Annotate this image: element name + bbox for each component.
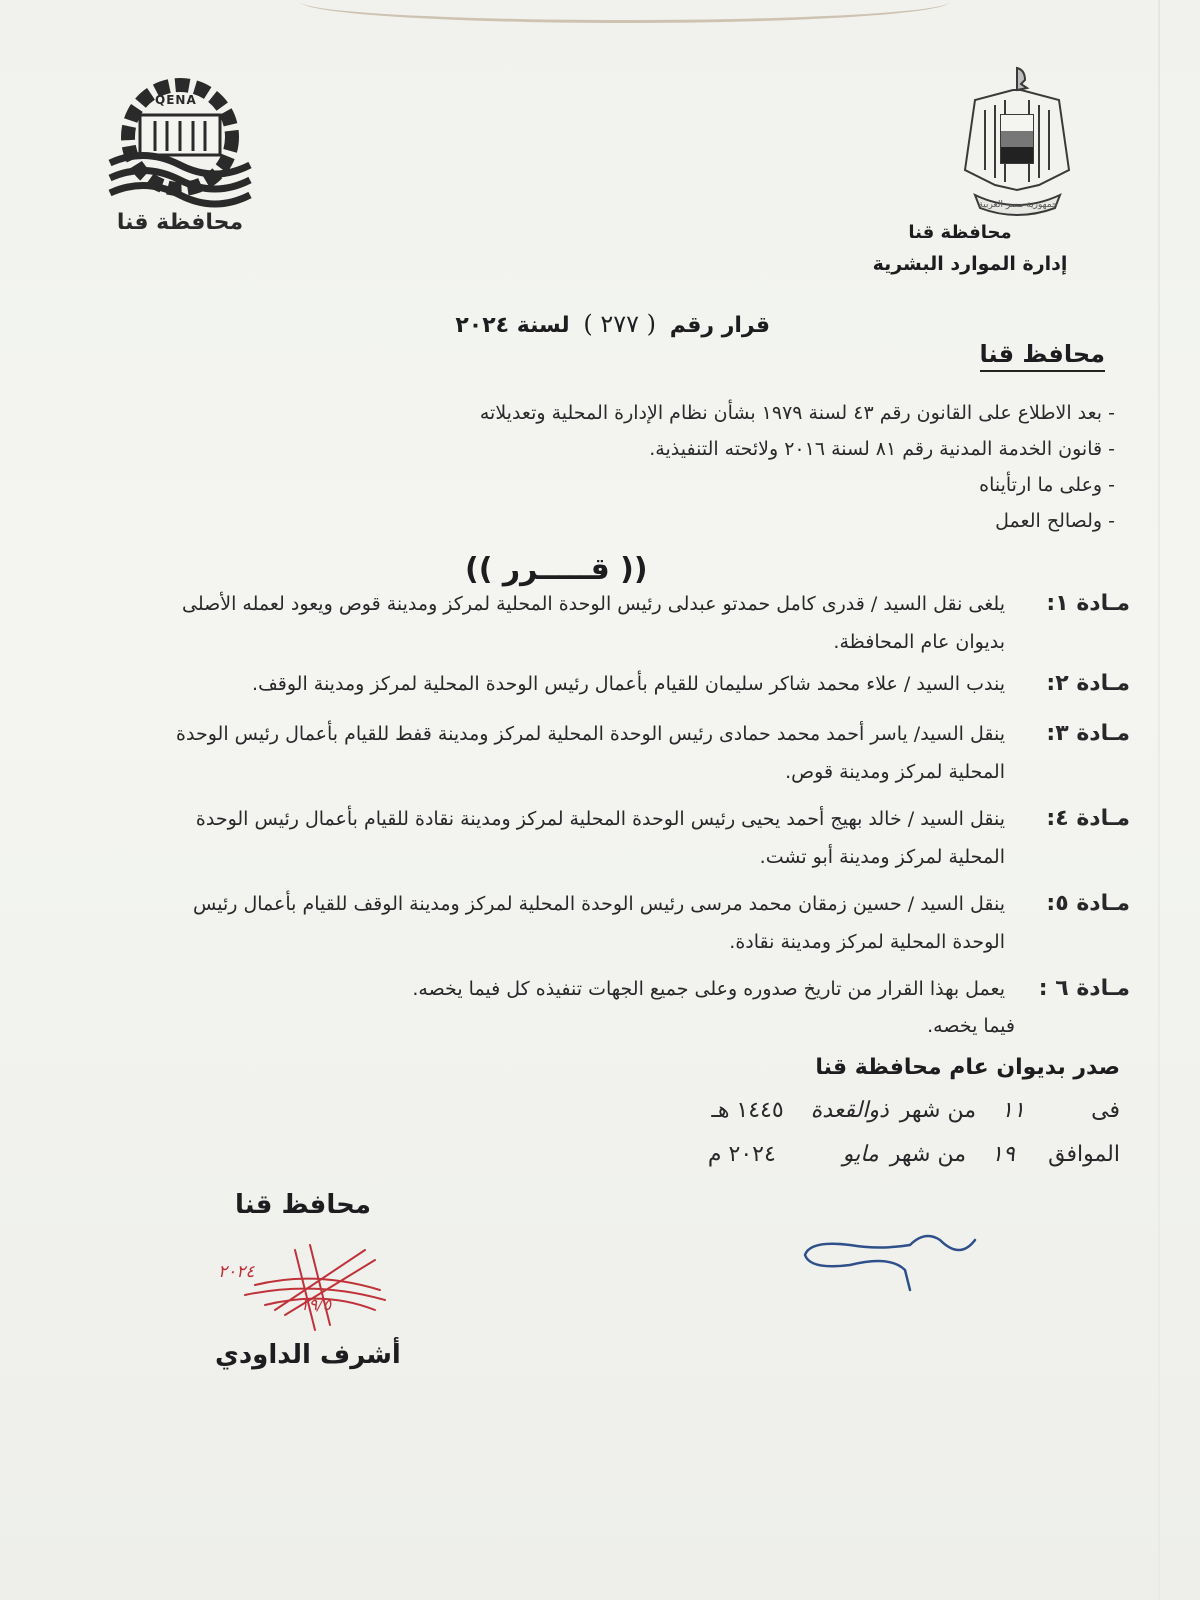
- article-label: مـادة ٦ :: [1038, 976, 1130, 1001]
- preamble-list: [355, 395, 1115, 539]
- article-6: [70, 970, 1130, 1008]
- decision-title: [455, 310, 770, 338]
- signature-title: محافظ قنا: [235, 1190, 371, 1220]
- signature-hand-date: ٢٠٢٤: [218, 1262, 255, 1282]
- gregorian-day: ١٩: [991, 1142, 1015, 1167]
- issuer-department: إدارة الموارد البشرية: [872, 253, 1068, 275]
- signatory-name: أشرف الداودي: [215, 1340, 401, 1370]
- hijri-day: ١١: [1001, 1098, 1025, 1123]
- decision-number: ( ٢٧٧ ): [583, 310, 657, 338]
- hijri-year: ١٤٤٥ هـ: [711, 1098, 784, 1123]
- preamble-item: - ولصالح العمل: [995, 510, 1115, 532]
- governor-heading: محافظ قنا: [980, 340, 1105, 372]
- article-label: مـادة ٢:: [1046, 671, 1130, 696]
- preamble-item: - قانون الخدمة المدنية رقم ٨١ لسنة ٢٠١٦ ولائحته التنفيذية.: [649, 438, 1115, 460]
- article-line: يعمل بهذا القرار من تاريخ صدوره وعلى جميع الجهات تنفيذه كل فيما يخصه.: [412, 978, 1005, 1000]
- article-line: الوحدة المحلية لمركز ومدينة نقادة.: [729, 931, 1005, 953]
- gregorian-prefix: الموافق: [1048, 1142, 1120, 1167]
- preamble-item: - وعلى ما ارتأيناه: [979, 474, 1115, 496]
- article-line: يلغى نقل السيد / قدرى كامل حمدتو عبدلى رئيس الوحدة المحلية لمركز ومدينة قوص ويعود لعمله الأصلى: [182, 593, 1005, 615]
- article-2: [70, 665, 1130, 703]
- eagle-emblem: [955, 60, 1080, 230]
- article-line: ينقل السيد / خالد بهيج أحمد يحيى رئيس الوحدة المحلية لمركز ومدينة نقادة للقيام بأعمال رئيس الوحدة: [195, 808, 1005, 830]
- article-5: [70, 885, 1130, 961]
- eagle-icon: [955, 60, 1080, 220]
- hijri-month: ذوالقعدة: [810, 1098, 889, 1123]
- article-line: ينقل السيد/ ياسر أحمد محمد حمادى رئيس الوحدة المحلية لمركز ومدينة قفط للقيام بأعمال رئيس الوحدة: [176, 723, 1005, 745]
- article-line: المحلية لمركز ومدينة أبو تشت.: [759, 846, 1005, 868]
- decision-year: لسنة ٢٠٢٤: [455, 313, 570, 338]
- paper-clip-shadow: [300, 0, 950, 23]
- hijri-month-prefix: من شهر: [899, 1098, 976, 1123]
- article-line: يندب السيد / علاء محمد شاكر سليمان للقيام بأعمال رئيس الوحدة المحلية لمركز ومدينة الوقف.: [252, 673, 1005, 695]
- emblem-banner: جمهورية مصر العربية: [978, 200, 1058, 210]
- article-1: [70, 585, 1130, 661]
- article-4: [70, 800, 1130, 876]
- gregorian-year: ٢٠٢٤ م: [707, 1142, 776, 1167]
- article-label: مـادة ١:: [1046, 591, 1130, 616]
- qena-logo: [105, 75, 255, 245]
- article-label: مـادة ٣:: [1046, 721, 1130, 746]
- decided-heading: (( قـــــرر )): [465, 552, 648, 587]
- article-line: ينقل السيد / حسين زمقان محمد مرسى رئيس الوحدة المحلية لمركز ومدينة الوقف للقيام بأعمال رئيس: [193, 893, 1005, 915]
- issuer-governorate: محافظة قنا: [908, 222, 1012, 243]
- qena-logo-text: QENA: [155, 93, 197, 107]
- decision-title-prefix: قرار رقم: [669, 313, 770, 338]
- article-3: [70, 715, 1130, 791]
- gregorian-month-prefix: من شهر: [889, 1142, 966, 1167]
- initials-signature: [790, 1210, 980, 1300]
- governor-signature: [215, 1230, 395, 1340]
- hijri-date-row: [711, 1098, 1120, 1123]
- gregorian-month: مايو: [842, 1142, 879, 1167]
- trailing-text: فيما يخصه.: [927, 1015, 1015, 1037]
- article-label: مـادة ٤:: [1046, 806, 1130, 831]
- paper-crease: [1158, 0, 1160, 1600]
- hijri-prefix: فى: [1091, 1098, 1120, 1123]
- issued-at: صدر بديوان عام محافظة قنا: [815, 1055, 1120, 1080]
- signature-hand-date-2: ١٩/٥: [300, 1295, 332, 1314]
- preamble-item: - بعد الاطلاع على القانون رقم ٤٣ لسنة ١٩٧٩ بشأن نظام الإدارة المحلية وتعديلاته: [479, 402, 1115, 424]
- gregorian-date-row: [708, 1142, 1120, 1167]
- qena-logo-label: محافظة قنا: [116, 210, 244, 235]
- issuer-header: [840, 222, 1100, 275]
- article-line: بديوان عام المحافظة.: [833, 631, 1005, 653]
- article-label: مـادة ٥:: [1046, 891, 1130, 916]
- article-line: المحلية لمركز ومدينة قوص.: [785, 761, 1005, 783]
